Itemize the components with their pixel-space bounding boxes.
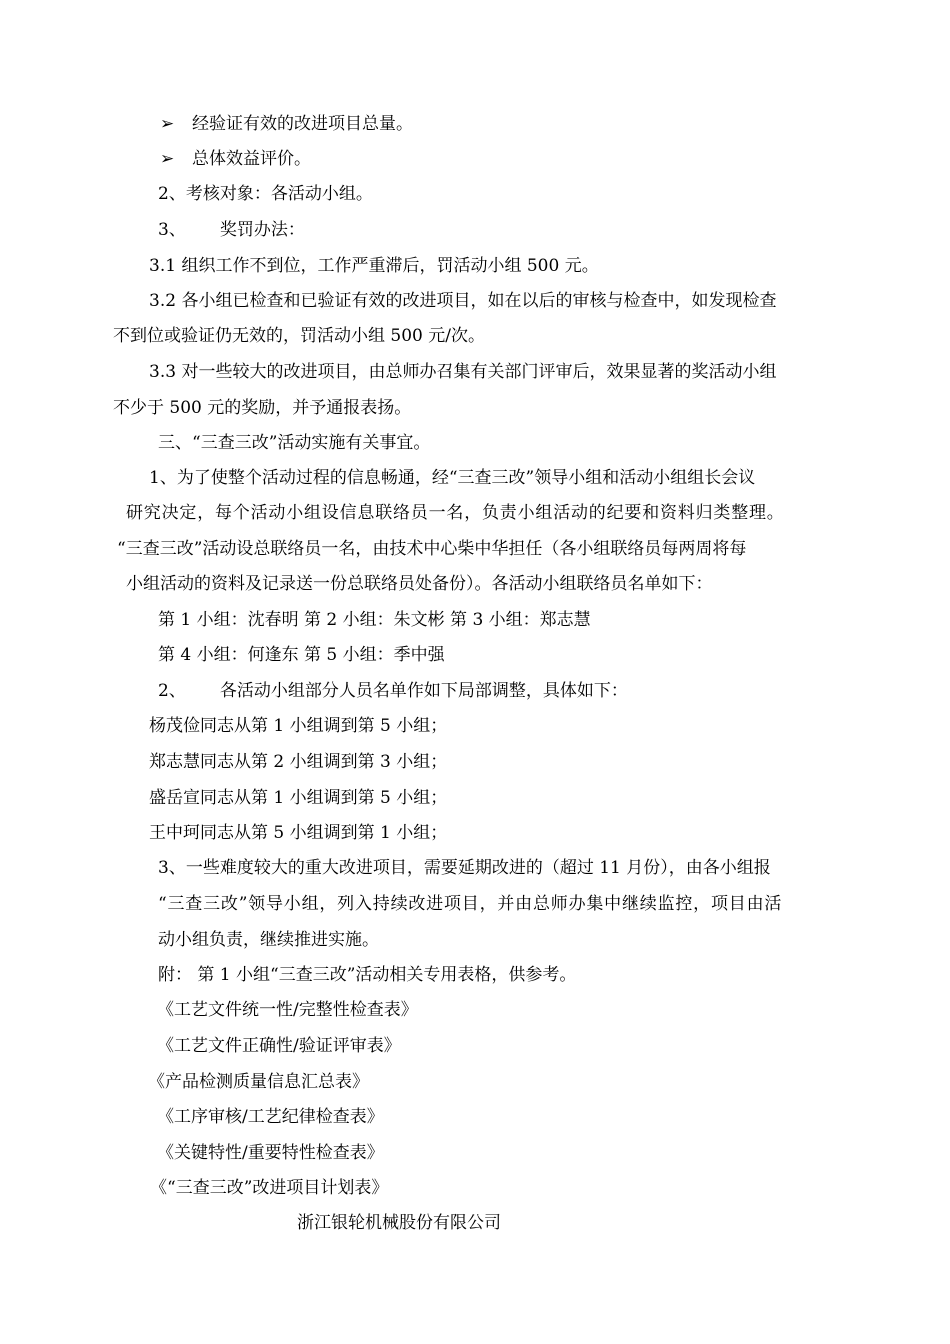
paragraph-1-line3: “三查三改”活动设总联络员一名，由技术中心柴中华担任（各小组联络员每两周将每	[117, 539, 747, 559]
rule-3-2-line1: 3.2 各小组已检查和已验证有效的改进项目，如在以后的审核与检查中，如发现检查	[149, 291, 777, 311]
transfer-item: 王中珂同志从第 5 小组调到第 1 小组；	[149, 823, 448, 843]
company-signature: 浙江银轮机械股份有限公司	[297, 1213, 501, 1233]
form-title: 《“三查三改”改进项目计划表》	[150, 1178, 389, 1198]
form-title: 《工序审核/工艺纪律检查表》	[157, 1107, 384, 1127]
form-title: 《产品检测质量信息汇总表》	[148, 1072, 369, 1092]
rule-3-3-line1: 3.3 对一些较大的改进项目，由总师办召集有关部门评审后，效果显著的奖活动小组	[149, 362, 777, 382]
rule-3-1: 3.1 组织工作不到位，工作严重滞后，罚活动小组 500 元。	[149, 256, 599, 276]
transfer-item: 杨茂俭同志从第 1 小组调到第 5 小组；	[149, 716, 448, 736]
arrow-bullet-icon: ➢	[160, 149, 175, 169]
bullet-item: ➢ 经验证有效的改进项目总量。	[160, 114, 413, 134]
rule-3-2-line2: 不到位或验证仍无效的，罚活动小组 500 元/次。	[113, 326, 485, 346]
paragraph-3-line1: 3、一些难度较大的重大改进项目，需要延期改进的（超过 11 月份），由各小组报	[158, 858, 771, 878]
section-3-heading: 三、“三查三改”活动实施有关事宜。	[158, 433, 431, 453]
paragraph-3-line2: “三查三改”领导小组，列入持续改进项目，并由总师办集中继续监控，项目由活	[158, 894, 783, 914]
assessment-target: 2、考核对象：各活动小组。	[158, 184, 373, 204]
bullet-item: ➢ 总体效益评价。	[160, 149, 311, 169]
transfer-item: 盛岳宣同志从第 1 小组调到第 5 小组；	[149, 788, 448, 808]
transfer-item: 郑志慧同志从第 2 小组调到第 3 小组；	[149, 752, 448, 772]
appendix-note: 附： 第 1 小组“三查三改”活动相关专用表格，供参考。	[158, 965, 577, 985]
rule-3-3-line2: 不少于 500 元的奖励，并予通报表扬。	[113, 398, 412, 418]
liaison-row-2: 第 4 小组：何逢东 第 5 小组：季中强	[158, 645, 445, 665]
rewards-heading: 3、 奖罚办法：	[158, 220, 305, 240]
arrow-bullet-icon: ➢	[160, 114, 175, 134]
liaison-row-1: 第 1 小组：沈春明 第 2 小组：朱文彬 第 3 小组：郑志慧	[158, 610, 591, 630]
form-title: 《工艺文件正确性/验证评审表》	[157, 1036, 401, 1056]
paragraph-1-line1: 1、为了使整个活动过程的信息畅通，经“三查三改”领导小组和活动小组组长会议	[149, 468, 756, 488]
form-title: 《关键特性/重要特性检查表》	[157, 1143, 384, 1163]
paragraph-1-line2: 研究决定，每个活动小组设信息联络员一名，负责小组活动的纪要和资料归类整理。	[126, 503, 785, 523]
paragraph-3-line3: 动小组负责，继续推进实施。	[158, 930, 379, 950]
paragraph-1-line4: 小组活动的资料及记录送一份总联络员处备份）。各活动小组联络员名单如下：	[126, 574, 713, 594]
paragraph-2: 2、 各活动小组部分人员名单作如下局部调整，具体如下：	[158, 681, 628, 701]
form-title: 《工艺文件统一性/完整性检查表》	[157, 1000, 418, 1020]
